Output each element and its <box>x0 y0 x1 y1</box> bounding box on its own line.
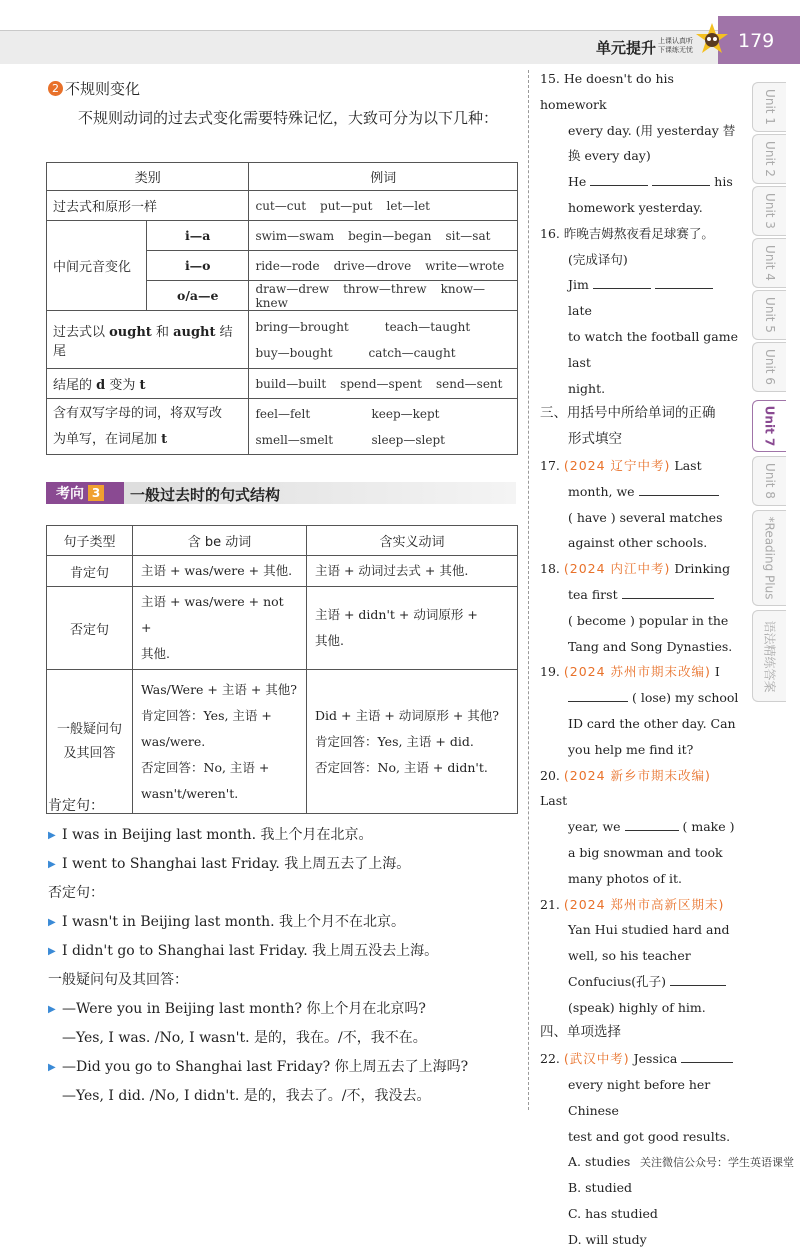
vowel-examples: draw—drew throw—threw know—knew <box>249 281 518 311</box>
footer-note: 关注微信公众号：学生英语课堂 <box>640 1156 794 1169</box>
option-c[interactable]: C. has studied <box>568 1206 658 1222</box>
kaoxiang-number: 3 <box>88 485 104 501</box>
irregular-verbs-table <box>46 162 518 455</box>
bullet-icon: ▶ <box>48 917 56 928</box>
sentence-structure-table <box>46 525 518 814</box>
mascot-icon <box>694 22 730 58</box>
bullet-icon: ▶ <box>48 946 56 957</box>
bullet-icon: ▶ <box>48 859 56 870</box>
tab-unit-1[interactable]: Unit 1 <box>752 82 786 132</box>
negative-label: 否定句： <box>48 885 104 901</box>
row-same-form-category: 过去式和原形一样 <box>47 191 249 221</box>
question-label: 一般疑问句及其回答： <box>48 972 188 988</box>
example-item: ▶ I was in Beijing last month. 我上个月在北京。 <box>48 821 520 850</box>
answer-blank[interactable] <box>568 688 628 702</box>
section-3-title: 三、用括号中所给单词的正确 形式填空 <box>540 405 716 448</box>
row-same-form-examples: cut—cut put—put let—let <box>249 191 518 221</box>
answer-blank[interactable] <box>593 275 651 289</box>
answer-blank[interactable] <box>639 482 719 496</box>
bullet-icon: ▶ <box>48 1004 56 1015</box>
section-4-title: 四、单项选择 <box>540 1024 621 1041</box>
affirmative-label: 肯定句： <box>48 798 104 814</box>
column-divider <box>528 70 529 1110</box>
sentence-type-affirmative: 肯定句 <box>47 556 133 587</box>
table-header-sentence-type: 句子类型 <box>47 526 133 556</box>
sentence-type-negative: 否定句 <box>47 587 133 670</box>
answer-blank[interactable] <box>681 1049 733 1063</box>
row-double-letter-examples: feel—felt keep—kept smell—smelt sleep—slept <box>249 399 518 455</box>
tab-unit-4[interactable]: Unit 4 <box>752 238 786 288</box>
question-21: 21. (2024 郑州市高新区期末) Yan Hui studied hard and well, so his teacher Confucius(孔子) (speak) highly of him. <box>540 896 730 1015</box>
slogan-line-2: 下课练无忧 <box>658 46 693 54</box>
section-2-title: 不规则变化 <box>65 80 141 98</box>
kaoxiang-tag: 考向 3 <box>46 482 124 504</box>
example-item: ▶ I didn't go to Shanghai last Friday. 我上周五没去上海。 <box>48 937 520 966</box>
vowel-examples: swim—swam begin—began sit—sat <box>249 221 518 251</box>
row-d-to-t-category: 结尾的 d 变为 t <box>47 369 249 399</box>
vowel-pattern: i—o <box>147 251 249 281</box>
example-sentences <box>48 792 520 1111</box>
question-19: 19. (2024 苏州市期末改编) I ( lose) my school ID card the other day. Can you help me find it? <box>540 664 739 757</box>
example-answer: —Yes, I did. /No, I didn't. 是的，我去了。/不，我没去。 <box>62 1088 431 1104</box>
vowel-pattern: o/a—e <box>147 281 249 311</box>
be-affirmative: 主语 + was/were + 其他. <box>133 556 307 587</box>
question-15: 15. He doesn't do his homework every day. (用 yesterday 替 换 every day) He his homework yesterday. <box>540 71 736 215</box>
be-question: Was/Were + 主语 + 其他? 肯定回答：Yes, 主语 + was/were. 否定回答：No, 主语 + wasn't/weren't. <box>133 670 307 814</box>
sentence-type-question: 一般疑问句 及其回答 <box>47 670 133 814</box>
tab-grammar-answers[interactable]: 语法精练答案 <box>752 610 786 702</box>
answer-blank[interactable] <box>670 972 726 986</box>
vowel-change-category: 中间元音变化 <box>47 221 147 311</box>
answer-blank[interactable] <box>625 817 679 831</box>
tab-unit-5[interactable]: Unit 5 <box>752 290 786 340</box>
tab-unit-7[interactable]: Unit 7 <box>752 400 786 452</box>
answer-blank[interactable] <box>590 172 648 186</box>
verb-negative: 主语 + didn't + 动词原形 + 其他. <box>307 587 518 670</box>
answer-blank[interactable] <box>622 585 714 599</box>
table-header-be-verb: 含 be 动词 <box>133 526 307 556</box>
table-header-category: 类别 <box>47 163 249 191</box>
verb-question: Did + 主语 + 动词原形 + 其他? 肯定回答：Yes, 主语 + did. 否定回答：No, 主语 + didn't. <box>307 670 518 814</box>
tab-unit-2[interactable]: Unit 2 <box>752 134 786 184</box>
section-2-heading <box>48 78 140 99</box>
question-18: 18. (2024 内江中考) Drinking tea first ( become ) popular in the Tang and Song Dynasties. <box>540 561 733 654</box>
vowel-examples: ride—rode drive—drove write—wrote <box>249 251 518 281</box>
tab-reading-plus[interactable]: *Reading Plus <box>752 510 786 606</box>
answer-blank[interactable] <box>652 172 710 186</box>
question-17: 17. (2024 辽宁中考) Last month, we ( have ) several matches against other schools. <box>540 457 723 551</box>
example-item: ▶ I went to Shanghai last Friday. 我上周五去了上海。 <box>48 850 520 879</box>
answer-blank[interactable] <box>655 275 713 289</box>
row-ought-aught-category: 过去式以 ought 和 aught 结尾 <box>47 311 249 369</box>
tab-unit-3[interactable]: Unit 3 <box>752 186 786 236</box>
header-title: 单元提升 <box>596 39 657 57</box>
question-16: 16. 昨晚吉姆熬夜看足球赛了。 (完成译句) Jim late to watch the football game last night. <box>540 225 738 396</box>
tab-unit-8[interactable]: Unit 8 <box>752 456 786 506</box>
vowel-pattern: i—a <box>147 221 249 251</box>
row-d-to-t-examples: build—built spend—spent send—sent <box>249 369 518 399</box>
verb-affirmative: 主语 + 动词过去式 + 其他. <box>307 556 518 587</box>
example-answer: —Yes, I was. /No, I wasn't. 是的，我在。/不，我不在。 <box>62 1030 427 1046</box>
slogan-line-1: 上课认真听 <box>658 37 693 45</box>
example-item: ▶ I wasn't in Beijing last month. 我上个月不在北京。 <box>48 908 520 937</box>
option-b[interactable]: B. studied <box>568 1180 633 1196</box>
bullet-icon: ▶ <box>48 830 56 841</box>
section-2-intro: 不规则动词的过去式变化需要特殊记忆，大致可分为以下几种： <box>78 109 499 127</box>
question-22: 22. (武汉中考) Jessica every night before her Chinese test and got good results. A. studies B. studied C. has studied D. will study <box>540 1046 740 1252</box>
table-header-main-verb: 含实义动词 <box>307 526 518 556</box>
question-20: 20. (2024 新乡市期末改编) Last year, we ( make ) a big snowman and took many photos of it. <box>540 767 735 886</box>
exercise-column <box>540 66 740 1253</box>
be-negative: 主语 + was/were + not + 其他. <box>133 587 307 670</box>
page-number: 179 <box>738 30 775 52</box>
example-item: ▶ —Did you go to Shanghai last Friday? 你上周五去了上海吗? <box>48 1053 520 1082</box>
row-double-letter-category: 含有双写字母的词，将双写改 为单写，在词尾加 t <box>47 399 249 455</box>
tab-unit-6[interactable]: Unit 6 <box>752 342 786 392</box>
table-header-examples: 例词 <box>249 163 518 191</box>
option-a[interactable]: A. studies <box>568 1154 631 1170</box>
row-ought-aught-examples: bring—brought teach—taught buy—bought catch—caught <box>249 311 518 369</box>
bullet-icon: ▶ <box>48 1062 56 1073</box>
example-item: ▶ —Were you in Beijing last month? 你上个月在北京吗? <box>48 995 520 1024</box>
option-d[interactable]: D. will study <box>568 1231 647 1247</box>
section-number-badge: 2 <box>48 81 63 96</box>
kaoxiang-title: 一般过去时的句式结构 <box>130 486 281 504</box>
